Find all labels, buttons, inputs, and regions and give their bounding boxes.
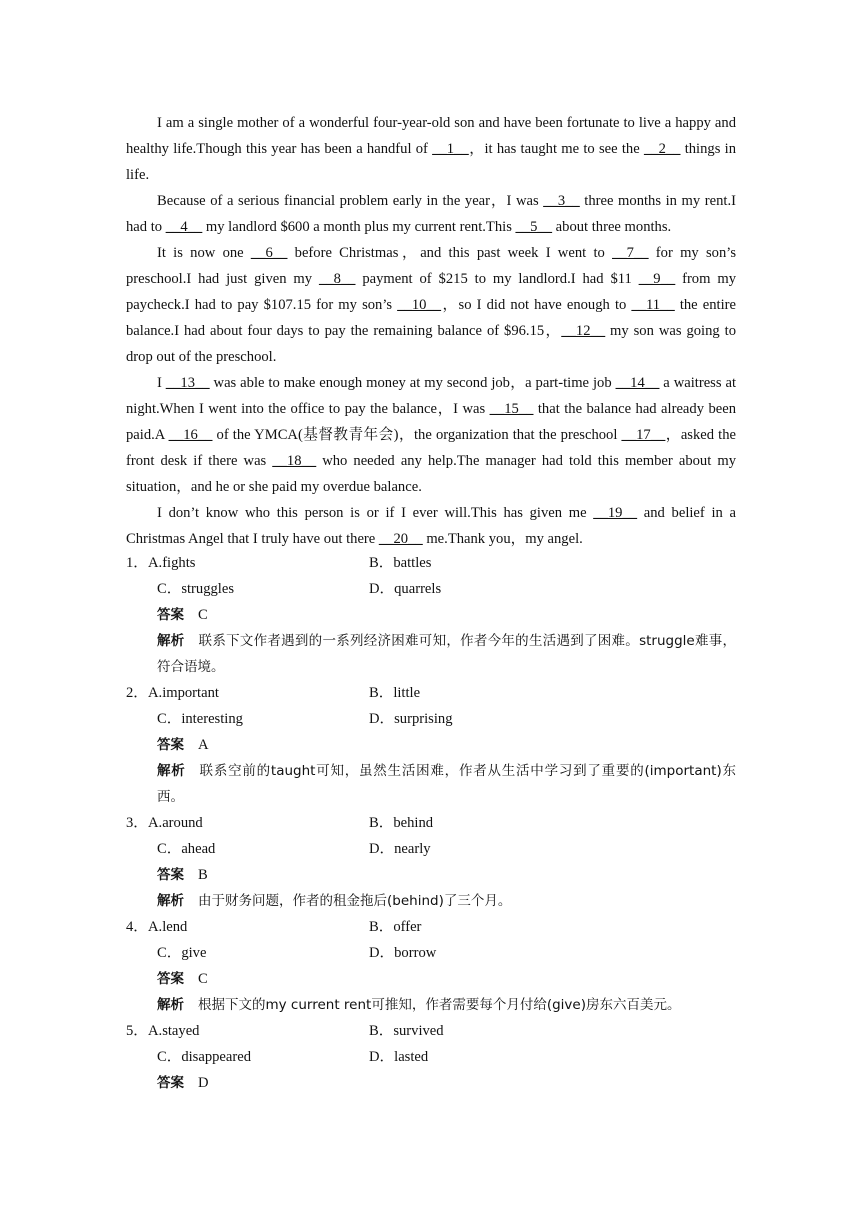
- option-row: [126, 1044, 736, 1070]
- cloze-blank: __19__: [593, 505, 638, 521]
- question-item: [126, 914, 736, 1018]
- answer-line: [126, 1070, 736, 1096]
- cloze-blank: __13__: [165, 375, 210, 391]
- passage-text: from my paycheck.I had to pay $107.15 for my son’s: [126, 271, 736, 313]
- explanation-label: 解析: [157, 763, 186, 779]
- explanation-text: 联系空前的taught可知，虽然生活困难，作者从生活中学习到了重要的(important)东西。: [157, 763, 736, 805]
- explanation: [126, 888, 736, 914]
- cloze-blank: __10__: [397, 297, 441, 313]
- option-c: C．struggles: [157, 581, 235, 597]
- passage-text: a waitress at night.When I went into the office to pay the balance，I was: [126, 375, 737, 417]
- passage-text: for my son’s preschool.I had just given my: [126, 245, 737, 287]
- passage-text: payment of $215 to my landlord.I had $11: [355, 271, 639, 287]
- cloze-blank: __12__: [561, 323, 606, 339]
- answer-line: [126, 862, 736, 888]
- passage-paragraph: [126, 240, 736, 370]
- answer-value: A: [198, 737, 209, 753]
- cloze-blank: __18__: [272, 453, 317, 469]
- option-row: [126, 810, 736, 836]
- answer-value: B: [198, 867, 208, 883]
- passage-text: before Christmas，and this past week I went to: [287, 245, 613, 261]
- cloze-blank: __7__: [612, 245, 649, 261]
- option-row: [126, 680, 736, 706]
- question-item: [126, 810, 736, 914]
- answer-label: 答案: [157, 971, 184, 987]
- question-item: [126, 680, 736, 810]
- option-d: D．quarrels: [369, 581, 442, 597]
- option-row: [126, 914, 736, 940]
- passage-paragraph: [126, 370, 736, 500]
- explanation-text: 由于财务问题，作者的租金拖后(behind)了三个月。: [198, 893, 512, 909]
- passage-text: I am a single mother of a wonderful four-year-old son and have been fortunate to live a happy and healthy life.Though this year has been a handful of: [126, 115, 736, 157]
- option-a: A.around: [148, 815, 203, 831]
- option-row: [126, 940, 736, 966]
- option-row: [126, 576, 736, 602]
- cloze-blank: __20__: [378, 531, 423, 547]
- passage-text: my son was going to drop out of the preschool.: [126, 323, 736, 365]
- passage-text: my landlord $600 a month plus my current rent.This: [202, 219, 516, 235]
- question-number: 2．: [126, 685, 148, 701]
- passage-text: and belief in a Christmas Angel that I truly have out there: [126, 505, 736, 547]
- answer-value: C: [198, 607, 208, 623]
- option-b: B．behind: [369, 815, 434, 831]
- cloze-blank: __6__: [250, 245, 288, 261]
- passage-paragraph: [126, 110, 736, 188]
- explanation-text: 联系下文作者遇到的一系列经济困难可知，作者今年的生活遇到了困难。struggle难事，符合语境。: [157, 633, 737, 675]
- option-row: [126, 836, 736, 862]
- cloze-blank: __5__: [515, 219, 553, 235]
- option-d: D．borrow: [369, 945, 437, 961]
- answer-label: 答案: [157, 737, 184, 753]
- answer-line: [126, 732, 736, 758]
- cloze-blank: __16__: [168, 427, 213, 443]
- option-b: B．survived: [369, 1023, 444, 1039]
- cloze-blank: __9__: [638, 271, 676, 287]
- passage-text: Because of a serious financial problem early in the year，I was: [157, 193, 544, 209]
- cloze-blank: __17__: [621, 427, 666, 443]
- question-number: 1．: [126, 555, 148, 571]
- question-number: 4．: [126, 919, 148, 935]
- cloze-passage: [126, 110, 736, 552]
- passage-text: three months in my rent.I had to: [126, 193, 736, 235]
- answer-label: 答案: [157, 867, 184, 883]
- explanation-label: 解析: [157, 997, 184, 1013]
- passage-text: the entire balance.I had about four days to pay the remaining balance of $96.15，: [126, 297, 736, 339]
- question-item: [126, 550, 736, 680]
- answer-label: 答案: [157, 1075, 184, 1091]
- option-b: B．offer: [369, 919, 422, 935]
- option-a: A.lend: [148, 919, 188, 935]
- answer-value: D: [198, 1075, 209, 1091]
- option-d: D．lasted: [369, 1049, 429, 1065]
- explanation-text: 根据下文的my current rent可推知，作者需要每个月付给(give)房东六百美元。: [198, 997, 681, 1013]
- option-c: C．ahead: [157, 841, 216, 857]
- cloze-blank: __8__: [318, 271, 356, 287]
- passage-text: I don’t know who this person is or if I ever will.This has given me: [157, 505, 594, 521]
- passage-paragraph: [126, 500, 736, 552]
- explanation-label: 解析: [157, 893, 184, 909]
- explanation: [126, 628, 736, 680]
- option-row: [126, 706, 736, 732]
- explanation-label: 解析: [157, 633, 185, 649]
- passage-text: things in life.: [126, 141, 736, 183]
- cloze-blank: __2__: [643, 141, 681, 157]
- answer-label: 答案: [157, 607, 184, 623]
- cloze-blank: __1__: [432, 141, 469, 157]
- option-c: C．disappeared: [157, 1049, 252, 1065]
- passage-text: It is now one: [157, 245, 251, 261]
- cloze-blank: __14__: [615, 375, 660, 391]
- option-a: A.important: [148, 685, 219, 701]
- question-item: [126, 1018, 736, 1096]
- option-d: D．nearly: [369, 841, 431, 857]
- passage-text: of the YMCA(基督教青年会)，the organization that the preschool: [212, 427, 622, 443]
- option-c: C．give: [157, 945, 207, 961]
- option-a: A.stayed: [148, 1023, 200, 1039]
- option-row: [126, 550, 736, 576]
- passage-text: ，asked the front desk if there was: [126, 427, 736, 469]
- passage-text: me.Thank you，my angel.: [422, 531, 583, 547]
- question-number: 3．: [126, 815, 148, 831]
- answer-value: C: [198, 971, 208, 987]
- passage-text: ，it has taught me to see the: [468, 141, 644, 157]
- answer-line: [126, 966, 736, 992]
- explanation: [126, 992, 736, 1018]
- answer-line: [126, 602, 736, 628]
- question-number: 5．: [126, 1023, 148, 1039]
- passage-text: ，so I did not have enough to: [441, 297, 632, 313]
- option-b: B．little: [369, 685, 421, 701]
- question-list: [126, 550, 736, 1096]
- passage-text: was able to make enough money at my second job，a part-time job: [209, 375, 616, 391]
- cloze-blank: __11__: [631, 297, 675, 313]
- passage-text: that the balance had already been paid.A: [126, 401, 736, 443]
- cloze-blank: __4__: [165, 219, 203, 235]
- explanation: [126, 758, 736, 810]
- option-a: A.fights: [148, 555, 196, 571]
- passage-text: about three months.: [552, 219, 672, 235]
- passage-text: I: [157, 375, 166, 391]
- cloze-blank: __3__: [543, 193, 580, 209]
- option-b: B．battles: [369, 555, 432, 571]
- passage-text: who needed any help.The manager had told this member about my situation，and he or she paid my overdue balance.: [126, 453, 737, 495]
- option-c: C．interesting: [157, 711, 243, 727]
- option-d: D．surprising: [369, 711, 453, 727]
- passage-paragraph: [126, 188, 736, 240]
- cloze-blank: __15__: [489, 401, 534, 417]
- option-row: [126, 1018, 736, 1044]
